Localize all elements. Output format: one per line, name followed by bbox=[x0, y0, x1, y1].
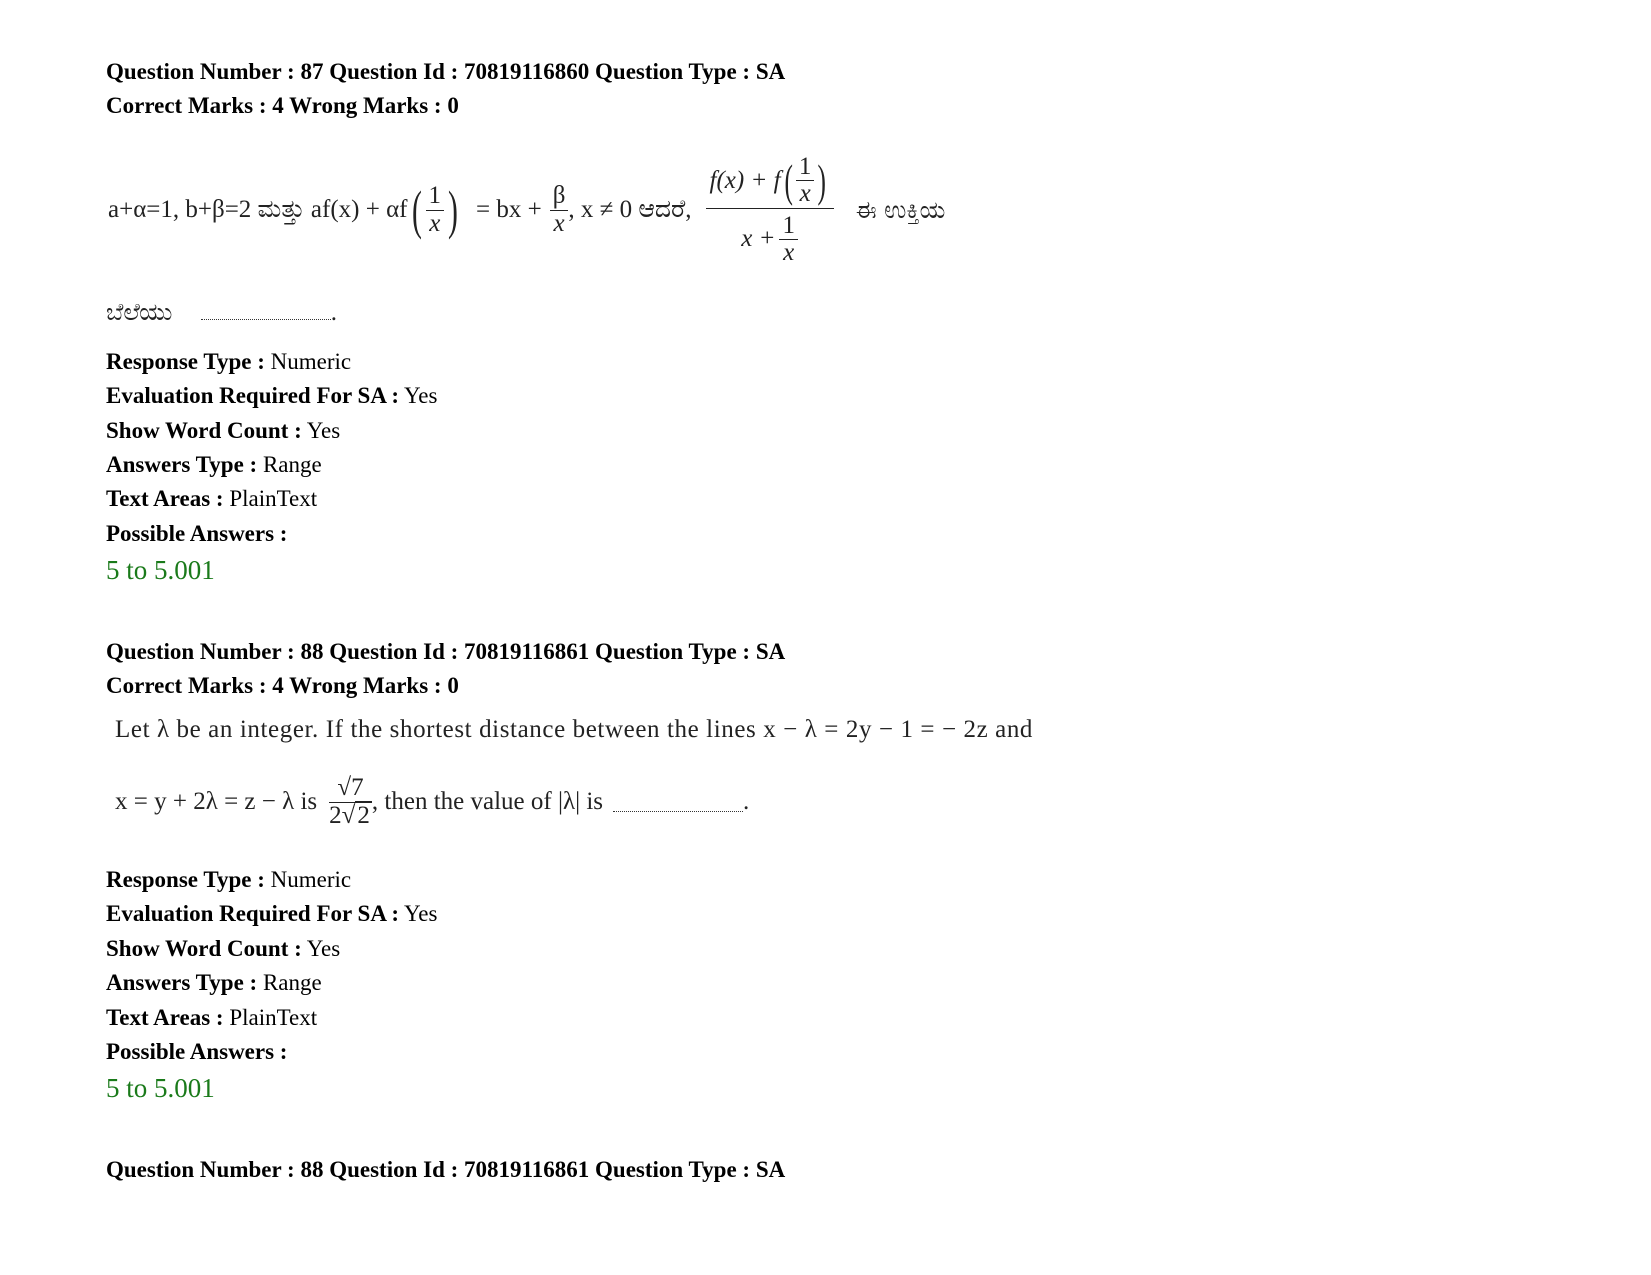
q87-marks: Correct Marks : 4 Wrong Marks : 0 bbox=[106, 93, 459, 118]
q87-frac-1-over-x: $\frac{1}{x}$ bbox=[426, 183, 445, 237]
q87-show-word-count: Show Word Count : Yes bbox=[106, 418, 341, 443]
q87-possible-answers-label: Possible Answers : bbox=[106, 521, 288, 546]
q88-possible-answers-label: Possible Answers : bbox=[106, 1039, 288, 1064]
q88-header: Question Number : 88 Question Id : 70819116861 Question Type : SA bbox=[106, 639, 786, 664]
q88-show-word-count: Show Word Count : Yes bbox=[106, 936, 341, 961]
q87-header: Question Number : 87 Question Id : 70819116860 Question Type : SA bbox=[106, 59, 786, 84]
q87-big-fraction: f(x) + f ( $\frac{1}{x}$ ) x + $\frac{1}{x}$ bbox=[706, 154, 834, 266]
q88-frac-sqrt7-over-2sqrt2: $\frac{√7}{2√2}$ bbox=[329, 774, 370, 829]
q88-stmt-lead: x = y + 2λ = z − λ is bbox=[115, 788, 318, 815]
q87-response-type: Response Type : Numeric bbox=[106, 349, 352, 374]
q87-text-areas: Text Areas : PlainText bbox=[106, 486, 318, 511]
q88-evaluation-required: Evaluation Required For SA : Yes bbox=[106, 901, 438, 926]
q87-stmt-mid: = bx + bbox=[475, 196, 542, 223]
q87-statement-line2: ಬೆಲೆಯು . bbox=[106, 298, 337, 326]
q88-possible-answer: 5 to 5.001 bbox=[106, 1073, 215, 1103]
q87-frac-beta-over-x: $\frac{\beta}{x}$ bbox=[550, 183, 569, 237]
q88-text-areas: Text Areas : PlainText bbox=[106, 1005, 318, 1030]
q88-answers-type: Answers Type : Range bbox=[106, 970, 322, 995]
q88-statement-line2: x = y + 2λ = z − λ is $\frac{√7}{2√2}$ , then the value of |λ| is . bbox=[115, 774, 750, 829]
q88-statement-line1: Let λ be an integer. If the shortest distance between the lines x − λ = 2y − 1 = − 2z and bbox=[115, 716, 1034, 743]
q87-answers-type: Answers Type : Range bbox=[106, 452, 322, 477]
q88-repeat-header: Question Number : 88 Question Id : 70819116861 Question Type : SA bbox=[106, 1157, 786, 1182]
q88-marks: Correct Marks : 4 Wrong Marks : 0 bbox=[106, 673, 459, 698]
q87-stmt-cond: , x ≠ 0 ಆದರೆ, bbox=[568, 196, 692, 223]
q88-stmt-tail: , then the value of |λ| is bbox=[371, 788, 604, 815]
q87-evaluation-required: Evaluation Required For SA : Yes bbox=[106, 383, 438, 408]
q87-statement-line1: a+α=1, b+β=2 ಮತ್ತು af(x) + αf ( $\frac{1}{x}$ ) = bx + $\frac{\beta}{x}$ , x ≠ 0 ಆದರೆ, f(x) + f ( $\frac{1}{x}$ ) x + $\frac{1}{x}$ ಈ ಉಕ್ತಿಯ bbox=[108, 153, 946, 266]
q87-possible-answer: 5 to 5.001 bbox=[106, 555, 215, 585]
q87-answer-blank bbox=[201, 301, 331, 320]
q88-response-type: Response Type : Numeric bbox=[106, 867, 352, 892]
q87-stmt-lead: a+α=1, b+β=2 ಮತ್ತು af(x) + αf bbox=[108, 196, 408, 223]
q87-stmt-tail: ಈ ಉಕ್ತಿಯ bbox=[855, 196, 946, 224]
q88-answer-blank bbox=[613, 793, 743, 812]
